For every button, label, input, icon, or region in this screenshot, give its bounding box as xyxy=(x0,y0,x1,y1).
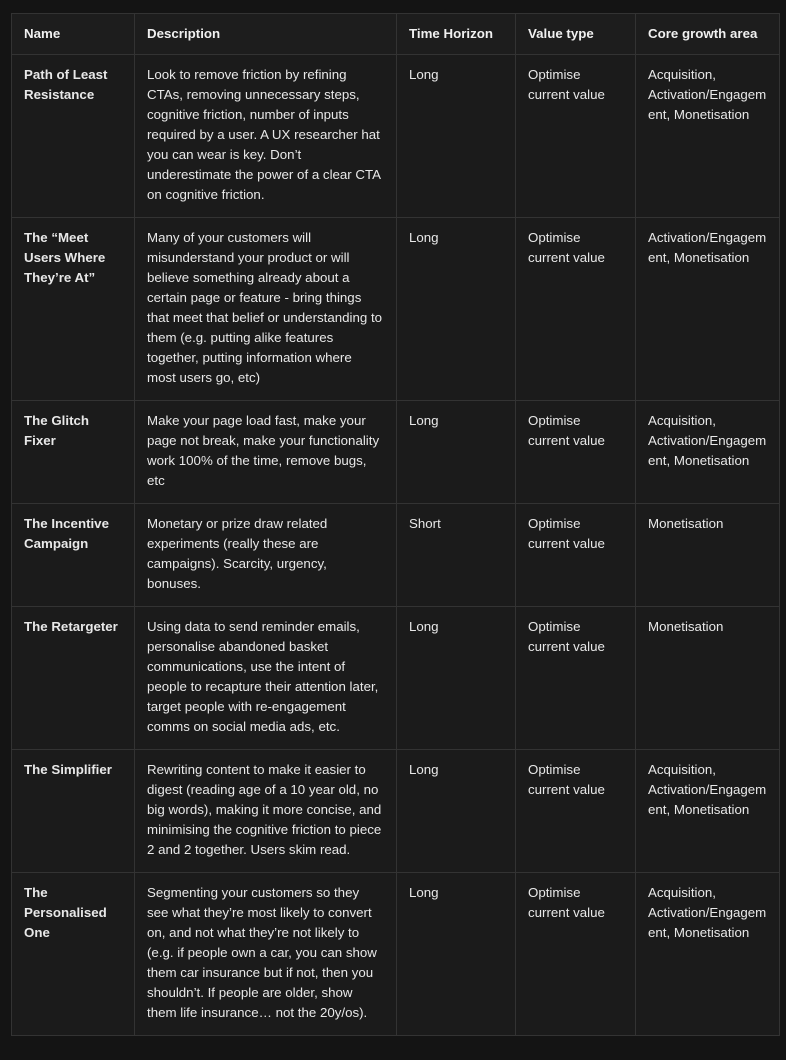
column-header-name: Name xyxy=(12,14,135,55)
cell-name: Path of Least Resistance xyxy=(12,55,135,218)
column-header-value-type: Value type xyxy=(516,14,636,55)
cell-name: The Retargeter xyxy=(12,607,135,750)
cell-core-growth-area: Activation/Engagement, Monetisation xyxy=(636,218,780,401)
table-header-row xyxy=(12,14,780,55)
cell-description: Rewriting content to make it easier to digest (reading age of a 10 year old, no big words), making it more concise, and minimising the cognitive friction to piece 2 and 2 together. Users skim read. xyxy=(135,750,397,873)
cell-time-horizon: Long xyxy=(397,218,516,401)
table-body xyxy=(12,55,780,1036)
cell-time-horizon: Long xyxy=(397,750,516,873)
cell-core-growth-area: Acquisition, Activation/Engagement, Monetisation xyxy=(636,873,780,1036)
cell-value-type: Optimise current value xyxy=(516,873,636,1036)
cell-description: Many of your customers will misunderstand your product or will believe something already about a certain page or feature - bring things that meet that belief or understanding to them (e.g. putting alike features together, putting information where most users go, etc) xyxy=(135,218,397,401)
cell-core-growth-area: Acquisition, Activation/Engagement, Monetisation xyxy=(636,55,780,218)
cell-core-growth-area: Monetisation xyxy=(636,607,780,750)
cell-description: Look to remove friction by refining CTAs, removing unnecessary steps, cognitive friction, number of inputs required by a user. A UX researcher hat you can wear is key. Don’t underestimate the power of a clear CTA on cognitive friction. xyxy=(135,55,397,218)
table-row xyxy=(12,504,780,607)
cell-description: Segmenting your customers so they see what they’re most likely to convert on, and not what they’re not likely to (e.g. if people own a car, you can show them car insurance but if not, then you shouldn’t. If people are older, show them life insurance… not the 20y/os). xyxy=(135,873,397,1036)
table-row xyxy=(12,607,780,750)
cell-value-type: Optimise current value xyxy=(516,55,636,218)
cell-value-type: Optimise current value xyxy=(516,607,636,750)
column-header-time-horizon: Time Horizon xyxy=(397,14,516,55)
column-header-description: Description xyxy=(135,14,397,55)
cell-core-growth-area: Monetisation xyxy=(636,504,780,607)
cell-name: The Incentive Campaign xyxy=(12,504,135,607)
cell-name: The “Meet Users Where They’re At” xyxy=(12,218,135,401)
table-header xyxy=(12,14,780,55)
cell-time-horizon: Long xyxy=(397,55,516,218)
table-row xyxy=(12,873,780,1036)
cell-value-type: Optimise current value xyxy=(516,504,636,607)
cell-value-type: Optimise current value xyxy=(516,750,636,873)
table-row xyxy=(12,218,780,401)
cell-description: Monetary or prize draw related experiments (really these are campaigns). Scarcity, urgency, bonuses. xyxy=(135,504,397,607)
cell-core-growth-area: Acquisition, Activation/Engagement, Monetisation xyxy=(636,750,780,873)
cell-value-type: Optimise current value xyxy=(516,401,636,504)
column-header-core-growth-area: Core growth area xyxy=(636,14,780,55)
cell-time-horizon: Long xyxy=(397,873,516,1036)
cell-name: The Glitch Fixer xyxy=(12,401,135,504)
cell-time-horizon: Long xyxy=(397,401,516,504)
cell-name: The Personalised One xyxy=(12,873,135,1036)
experiment-archetypes-table xyxy=(11,13,780,1036)
cell-core-growth-area: Acquisition, Activation/Engagement, Monetisation xyxy=(636,401,780,504)
cell-description: Using data to send reminder emails, personalise abandoned basket communications, use the intent of people to recapture their attention later, target people with re-engagement comms on social media ads, etc. xyxy=(135,607,397,750)
table-row xyxy=(12,750,780,873)
cell-value-type: Optimise current value xyxy=(516,218,636,401)
cell-description: Make your page load fast, make your page not break, make your functionality work 100% of the time, remove bugs, etc xyxy=(135,401,397,504)
cell-time-horizon: Short xyxy=(397,504,516,607)
table-row xyxy=(12,401,780,504)
table-row xyxy=(12,55,780,218)
cell-name: The Simplifier xyxy=(12,750,135,873)
cell-time-horizon: Long xyxy=(397,607,516,750)
